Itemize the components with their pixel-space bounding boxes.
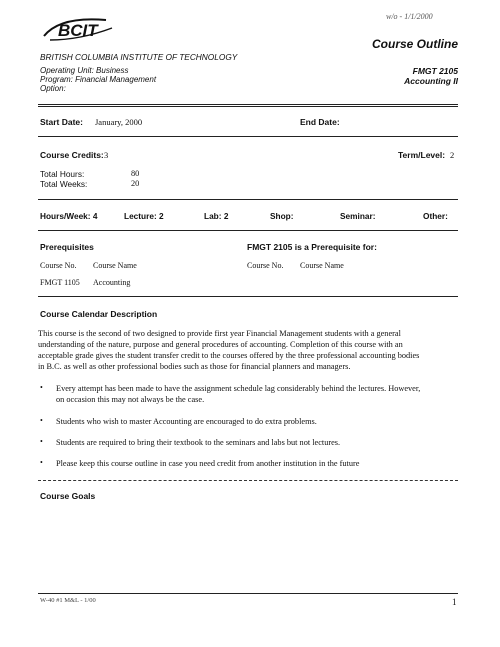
bullet-marker: • bbox=[40, 416, 43, 425]
start-date-label: Start Date: bbox=[40, 117, 83, 127]
total-hours-value: 80 bbox=[131, 169, 140, 178]
bcit-logo bbox=[40, 14, 116, 44]
prereq-for-col-name: Course Name bbox=[300, 261, 344, 270]
prereq-col-no: Course No. bbox=[40, 261, 77, 270]
program: Program: Financial Management bbox=[40, 75, 157, 84]
footer-rule bbox=[38, 593, 458, 594]
institute-name: BRITISH COLUMBIA INSTITUTE OF TECHNOLOGY bbox=[40, 52, 238, 62]
course-name: Accounting II bbox=[404, 76, 458, 86]
prerequisites-heading: Prerequisites bbox=[40, 242, 94, 252]
other-hours: Other: bbox=[423, 211, 448, 221]
lecture-hours: Lecture: 2 bbox=[124, 211, 164, 221]
bullet-line: Please keep this course outline in case you need credit from another institution in the future bbox=[56, 459, 360, 468]
prereq-col-name: Course Name bbox=[93, 261, 137, 270]
logo-wordmark: BCIT bbox=[58, 21, 98, 40]
course-credits-label: Course Credits: bbox=[40, 150, 104, 160]
bullet-line: Students who wish to master Accounting are encouraged to do extra problems. bbox=[56, 417, 317, 426]
seminar-hours: Seminar: bbox=[340, 211, 376, 221]
operating-unit: Operating Unit: Business bbox=[40, 66, 129, 75]
para-line: This course is the second of two designed to provide first year Financial Management students with a general bbox=[38, 329, 401, 338]
total-weeks-label: Total Weeks: bbox=[40, 179, 88, 189]
bullet-line: on occasion this may not always be the case. bbox=[56, 395, 205, 404]
total-weeks-value: 20 bbox=[131, 179, 140, 188]
bullet-line: Students are required to bring their textbook to the seminars and labs but not lectures. bbox=[56, 438, 341, 447]
para-line: in B.C. as well as other professional bodies such as those for financial planners and managers. bbox=[38, 362, 351, 371]
bullet-marker: • bbox=[40, 458, 43, 467]
hours-week: Hours/Week: 4 bbox=[40, 211, 98, 221]
credits-rule bbox=[38, 199, 458, 200]
shop-hours: Shop: bbox=[270, 211, 294, 221]
course-credits-value: 3 bbox=[104, 150, 109, 160]
bullet-marker: • bbox=[40, 437, 43, 446]
start-date-value: January, 2000 bbox=[95, 117, 143, 127]
calendar-description-paragraph bbox=[38, 328, 458, 372]
course-code: FMGT 2105 bbox=[412, 66, 458, 76]
bullet-item bbox=[56, 416, 456, 427]
lab-hours: Lab: 2 bbox=[204, 211, 229, 221]
prereq-row-course-no: FMGT 1105 bbox=[40, 278, 80, 287]
prereq-for-col-no: Course No. bbox=[247, 261, 284, 270]
para-line: understanding of the nature, purpose and general procedures of accounting. Completion of this course with an bbox=[38, 340, 403, 349]
header-rule bbox=[38, 104, 458, 107]
term-level-value: 2 bbox=[450, 150, 455, 160]
calendar-rule bbox=[38, 480, 458, 481]
calendar-description-heading: Course Calendar Description bbox=[40, 309, 158, 319]
handwritten-note: w/o - 1/1/2000 bbox=[386, 12, 433, 21]
prereq-row-course-name: Accounting bbox=[93, 278, 131, 287]
end-date-label: End Date: bbox=[300, 117, 340, 127]
page-number: 1 bbox=[452, 597, 457, 607]
prereq-rule bbox=[38, 296, 458, 297]
bullet-line: Every attempt has been made to have the assignment schedule lag considerably behind the lectures. However, bbox=[56, 384, 421, 393]
bullet-item bbox=[56, 383, 456, 405]
total-hours-label: Total Hours: bbox=[40, 169, 85, 179]
bullet-marker: • bbox=[40, 383, 43, 392]
term-level-label: Term/Level: bbox=[398, 150, 446, 160]
dates-rule bbox=[38, 136, 458, 137]
document-title: Course Outline bbox=[372, 37, 459, 51]
bullet-item bbox=[56, 437, 456, 448]
option: Option: bbox=[40, 84, 66, 93]
bullet-item bbox=[56, 458, 456, 469]
footer-code: W-40 #1 M&L - 1/00 bbox=[40, 597, 96, 604]
course-goals-heading: Course Goals bbox=[40, 491, 96, 501]
para-line: acceptable grade gives the student transfer credit to the courses offered by the three professional accounting bodies bbox=[38, 351, 420, 360]
hours-rule bbox=[38, 230, 458, 231]
prerequisite-for-heading: FMGT 2105 is a Prerequisite for: bbox=[247, 242, 377, 252]
